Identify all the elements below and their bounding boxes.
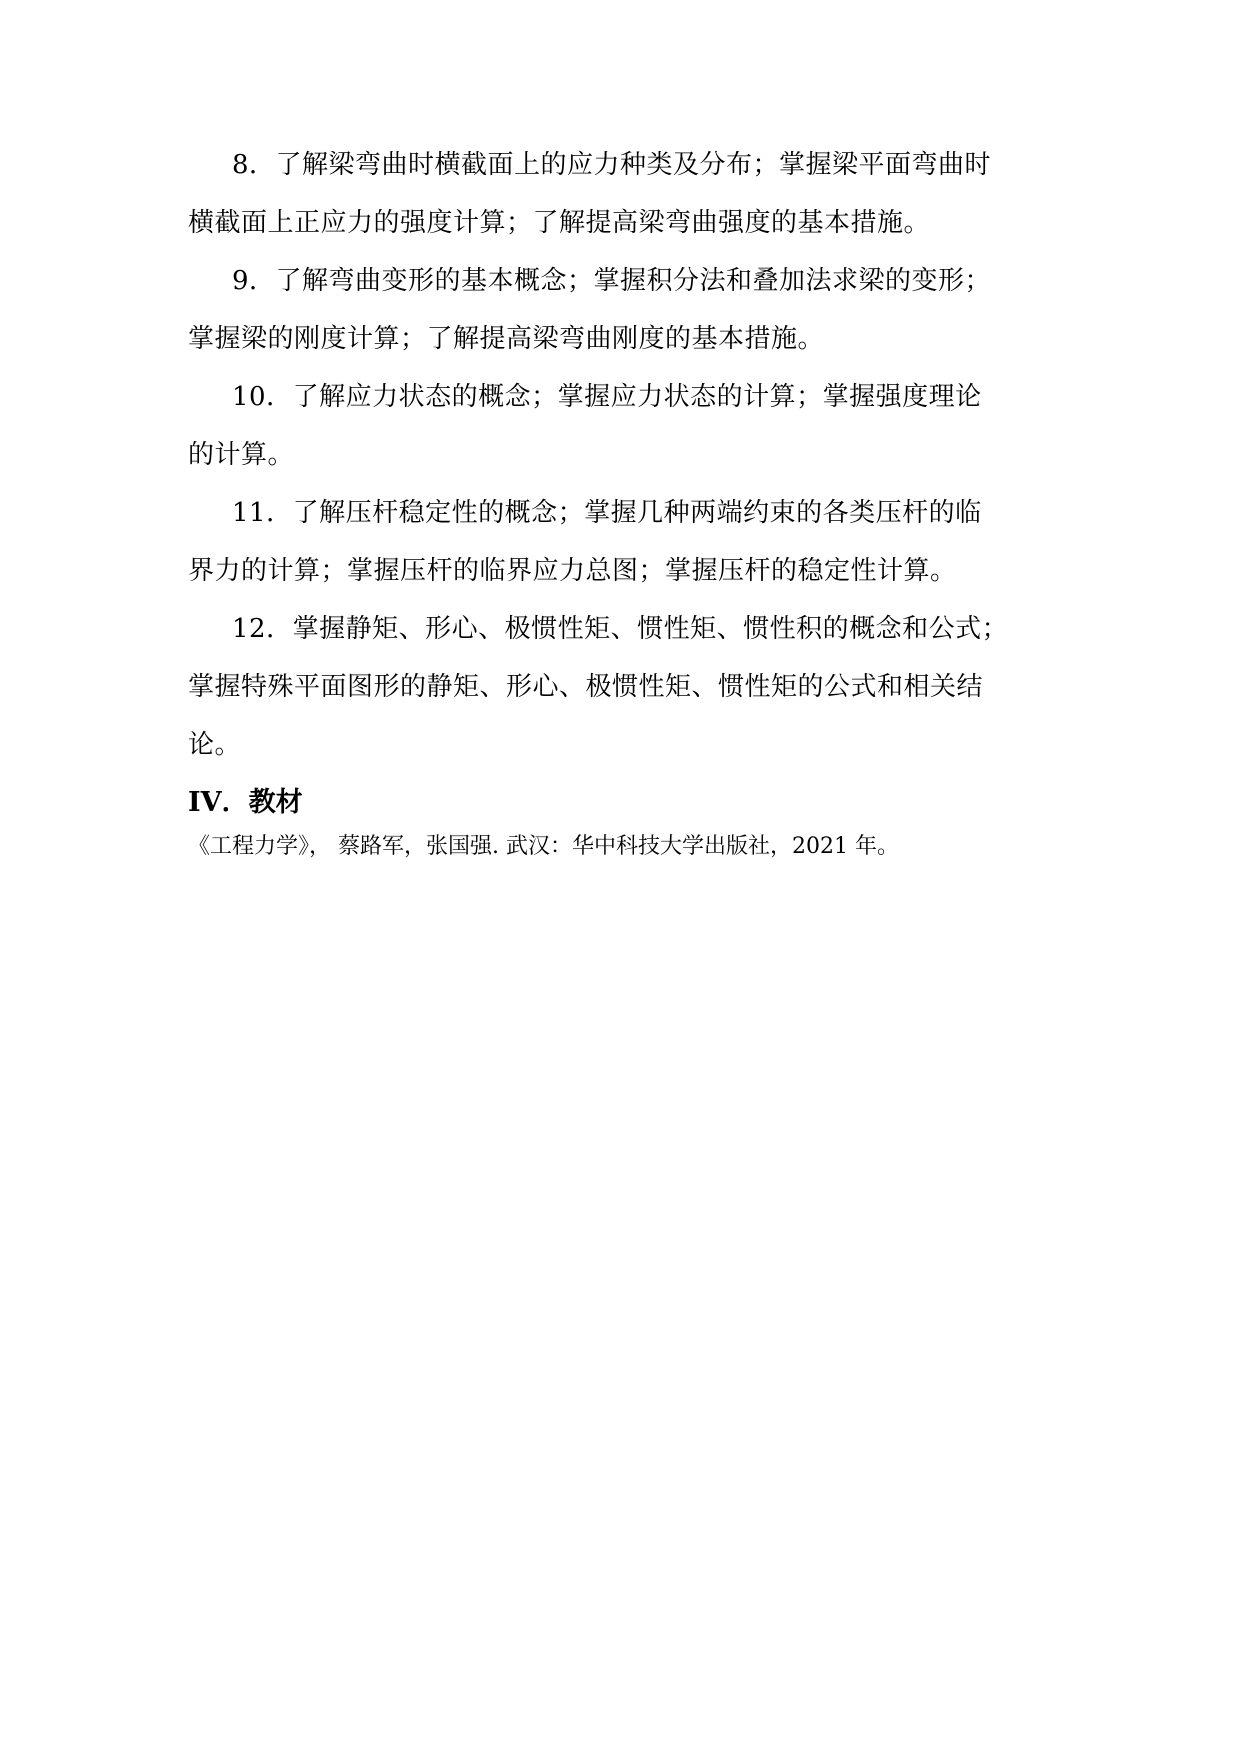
- item-11-line-1: 11．了解压杆稳定性的概念；掌握几种两端约束的各类压杆的临: [232, 498, 982, 528]
- item-8-line-2: 横截面上正应力的强度计算；了解提高梁弯曲强度的基本措施。: [188, 208, 931, 238]
- section-heading-textbook: IV．教材: [188, 787, 303, 818]
- item-11-line-2: 界力的计算；掌握压杆的临界应力总图；掌握压杆的稳定性计算。: [188, 556, 957, 586]
- item-12-line-2: 掌握特殊平面图形的静矩、形心、极惯性矩、惯性矩的公式和相关结: [188, 672, 984, 702]
- item-10-line-2: 的计算。: [188, 440, 295, 470]
- item-12-line-3: 论。: [188, 730, 242, 760]
- item-9-line-1: 9．了解弯曲变形的基本概念；掌握积分法和叠加法求梁的变形；: [232, 266, 992, 296]
- textbook-reference: 《工程力学》， 蔡路军，张国强. 武汉：华中科技大学出版社，2021 年。: [188, 834, 899, 859]
- item-12-line-1: 12．掌握静矩、形心、极惯性矩、惯性矩、惯性积的概念和公式；: [232, 614, 1009, 644]
- item-8-line-1: 8．了解梁弯曲时横截面上的应力种类及分布；掌握梁平面弯曲时: [232, 150, 992, 180]
- item-10-line-1: 10．了解应力状态的概念；掌握应力状态的计算；掌握强度理论: [232, 382, 982, 412]
- item-9-line-2: 掌握梁的刚度计算；了解提高梁弯曲刚度的基本措施。: [188, 324, 825, 354]
